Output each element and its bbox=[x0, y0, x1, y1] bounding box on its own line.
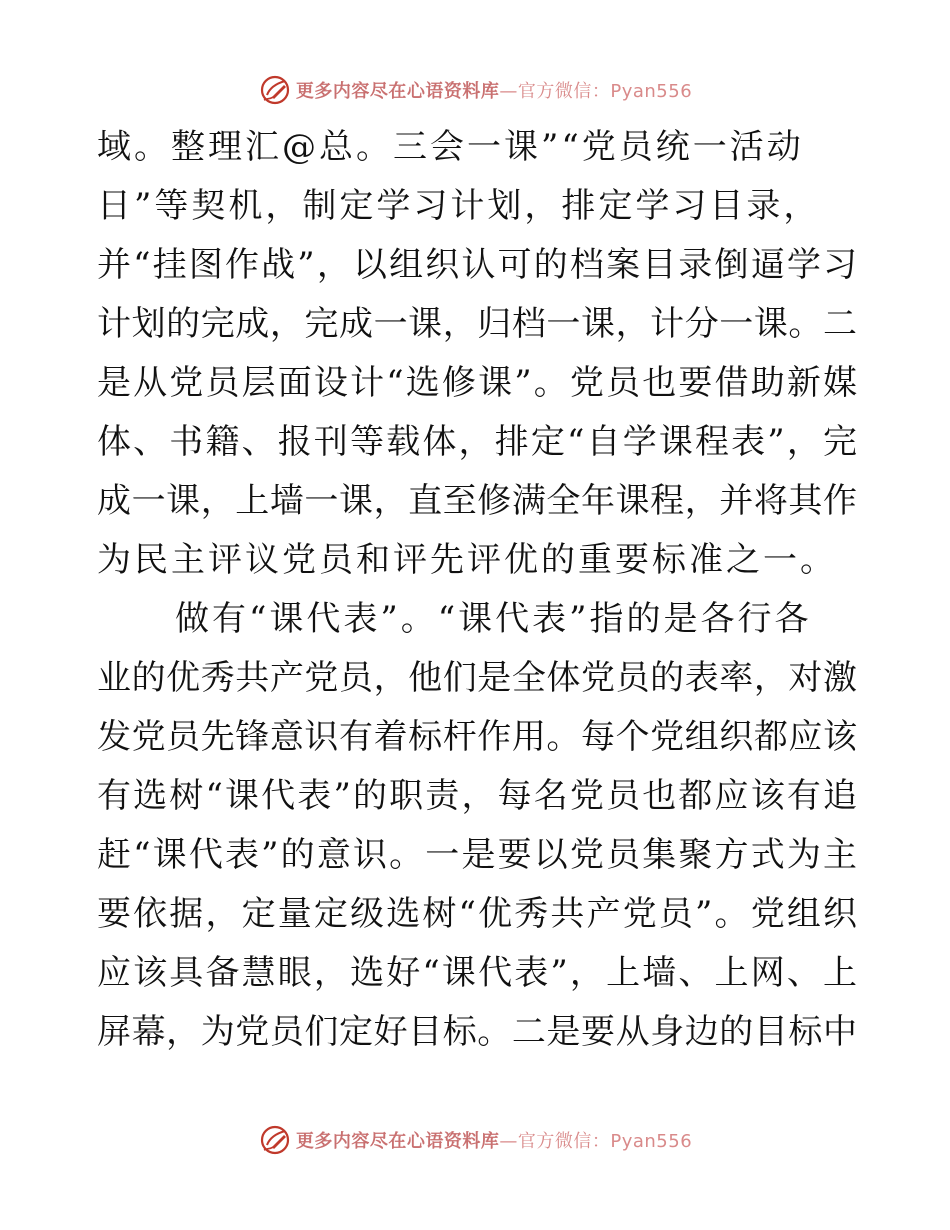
pen-logo-icon bbox=[258, 1123, 292, 1157]
text-line: 有选树“课代表”的职责，每名党员也都应该有追 bbox=[97, 776, 857, 816]
text-line: 发党员先锋意识有着标杆作用。每个党组织都应该 bbox=[97, 717, 857, 757]
text-line: 屏幕，为党员们定好目标。二是要从身边的目标中 bbox=[97, 1012, 857, 1052]
text-line: 业的优秀共产党员，他们是全体党员的表率，对激 bbox=[97, 658, 857, 698]
text-line: 为民主评议党员和评先评优的重要标准之一。 bbox=[97, 540, 837, 580]
header-banner-text: 更多内容尽在心语资料库—官方微信：Pyan556 bbox=[295, 81, 693, 102]
text-line: 赶“课代表”的意识。一是要以党员集聚方式为主 bbox=[97, 835, 857, 875]
text-line: 成一课，上墙一课，直至修满全年课程，并将其作 bbox=[97, 481, 857, 521]
text-line: 做有“课代表”。“课代表”指的是各行各 bbox=[175, 599, 812, 639]
document-body bbox=[97, 118, 857, 1062]
footer-banner-text: 更多内容尽在心语资料库—官方微信：Pyan556 bbox=[295, 1131, 693, 1152]
text-line: 要依据，定量定级选树“优秀共产党员”。党组织 bbox=[97, 894, 857, 934]
text-line: 体、书籍、报刊等载体，排定“自学课程表”，完 bbox=[97, 422, 857, 462]
text-line: 并“挂图作战”，以组织认可的档案目录倒逼学习 bbox=[97, 245, 857, 285]
text-line: 应该具备慧眼，选好“课代表”，上墙、上网、上 bbox=[97, 953, 857, 993]
text-line: 是从党员层面设计“选修课”。党员也要借助新媒 bbox=[97, 363, 857, 403]
text-line: 日”等契机，制定学习计划，排定学习目录， bbox=[97, 186, 821, 226]
text-line: 域。整理汇@总。三会一课”“党员统一活动 bbox=[97, 127, 804, 167]
header-banner bbox=[0, 70, 950, 110]
text-line: 计划的完成，完成一课，归档一课，计分一课。二 bbox=[97, 304, 857, 344]
pen-logo-icon bbox=[258, 73, 292, 107]
footer-banner bbox=[0, 1120, 950, 1160]
